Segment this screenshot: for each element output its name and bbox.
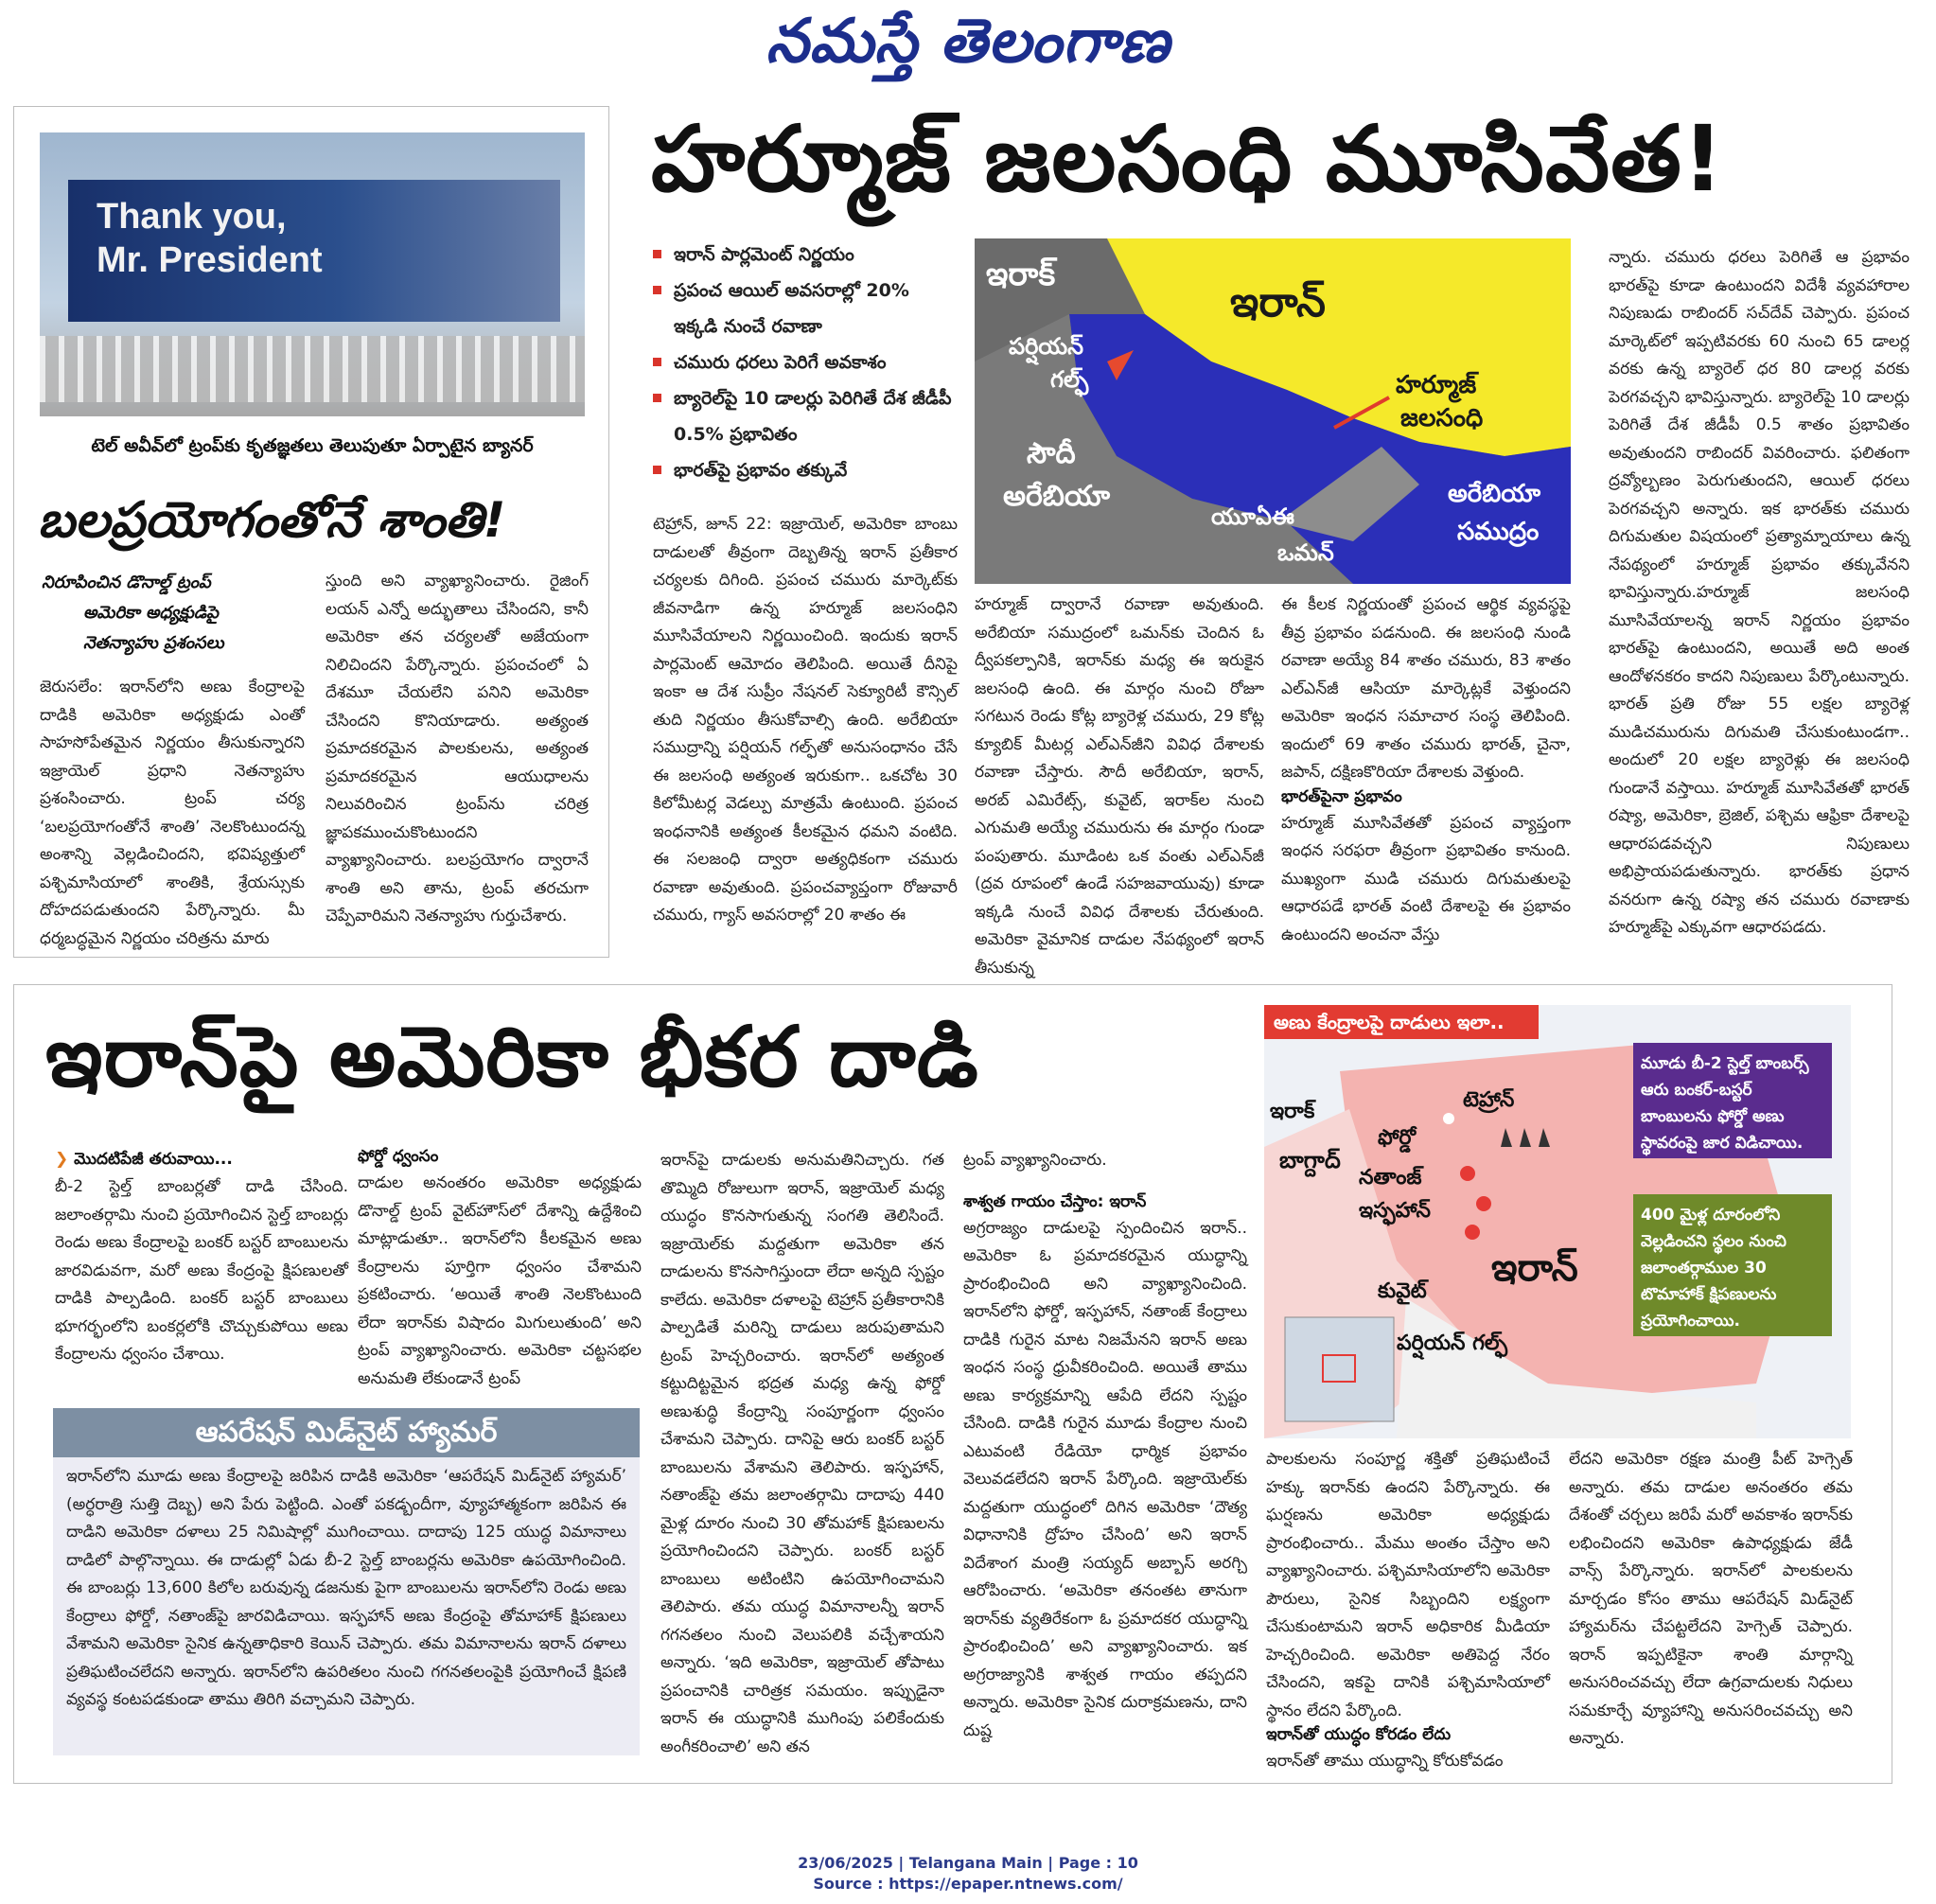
masthead: నమస్తే తెలంగాణ: [766, 6, 1170, 77]
tel-aviv-banner-photo: [40, 132, 585, 416]
story2-column-c: [1281, 591, 1571, 956]
label-persian-gulf-2: గల్ఫ్: [1050, 366, 1089, 393]
story2-column-a: టెహ్రాన్, జూన్ 22: ఇజ్రాయెల్, అమెరికా బాంబు దాడులతో తీవ్రంగా దెబ్బతిన్న ఇరాన్ ప్రతీకార చర్యలకు దిగింది. ప్రపంచ చమురు మార్కెట్‌కు జీవనాడిగా ఉన్న హర్మూజ్ జలసంధిని మూసివేయాలని నిర్ణయించింది. ఇందుకు ఇరాన్ పార్లమెంట్ ఆమోదం తెలిపింది. అయితే దీనిపై ఇంకా ఆ దేశ సుప్రీం నేషనల్ సెక్యూరిటీ కౌన్సిల్ తుది నిర్ణయం తీసుకోవాల్సి ఉంది. అరేబియా సముద్రాన్ని పర్షియన్ గల్ఫ్‌తో అనుసంధానం చేసే ఈ జలసంధి అత్యంత ఇరుకుగా.. ఒకచోట 30 కిలోమీటర్ల వెడల్పు మాత్రమే ఉంటుంది. ప్రపంచ ఇంధనానికి అత్యంత కీలకమైన ధమని వంటిది. ఈ సలజంధి ద్వారా అత్యధికంగా చమురు రవాణా అవుతుంది. ప్రపంచవ్యాప్తంగా రోజువారీ చమురు, గ్యాస్ అవసరాల్లో 20 శాతం ఈ: [653, 515, 958, 925]
attack-label-tehran: టెహ్రాన్: [1463, 1088, 1515, 1112]
attack-label-persian-gulf: పర్షియన్ గల్ఫ్: [1397, 1331, 1507, 1355]
label-arabian-sea-2: సముద్రం: [1457, 518, 1540, 546]
operation-midnight-hammer-box: [53, 1457, 640, 1755]
label-uae: యూఏఈ: [1211, 503, 1294, 530]
attack-info-box-1: మూడు బీ-2 స్టెల్త్ బాంబర్స్ ఆరు బంకర్-బస్టర్ బాంబులను ఫోర్డో అణు స్థావరంపై జార విడిచాయి.: [1633, 1043, 1832, 1158]
attack-label-fordow: ఫోర్డో: [1378, 1126, 1417, 1150]
fordow-destroyed-head: ఫోర్డో ధ్వంసం: [358, 1147, 439, 1166]
footer-source-link[interactable]: Source : https://epaper.ntnews.com/: [813, 1875, 1123, 1893]
label-saudi-1: సౌదీ: [1027, 437, 1076, 470]
railing: [40, 336, 585, 402]
attack-label-isfahan: ఇస్ఫహాన్: [1359, 1199, 1431, 1223]
story3-column5-text1: పాలకులను సంపూర్ణ శక్తితో ప్రతిఘటించే హక్కు ఇరాన్‌కు ఉందని పేర్కొన్నారు. ఈ ఘర్షణను అమెరికా అధ్యక్షుడు ప్రారంభించారు.. మేము అంతం చేస్తాం అని వ్యాఖ్యానించారు. పశ్చిమాసియాలోని అమెరికా పౌరులు, సైనిక సిబ్బందిని లక్ష్యంగా చేసుకుంటామని ఇరాన్ అధికారిక మీడియా హెచ్చరించింది. అమెరికా అతిపెద్ద నేరం చేసిందని, ఇకపై దానికి పశ్చిమాసియాలో స్థానం లేదని పేర్కొంది.: [1266, 1450, 1550, 1720]
story2-highlights: [653, 237, 956, 502]
story3-column4-text2: అగ్రరాజ్యం దాడులపై స్పందించిన ఇరాన్.. అమెరికా ఓ ప్రమాదకరమైన యుద్ధాన్ని ప్రారంభించింది అని వ్యాఖ్యానించింది. ఇరాన్‌లోని ఫోర్డో, ఇస్ఫహాన్, నతాంజ్ కేంద్రాలు దాడికి గురైన మాట నిజమేనని ఇరాన్ అణు ఇంధన సంస్థ ధ్రువీకరించింది. అయితే తాము అణు కార్యక్రమాన్ని ఆపేది లేదని స్పష్టం చేసింది. దాడికి గురైన మూడు కేంద్రాల నుంచి ఎటువంటి రేడియో ధార్మిక ప్రభావం వెలువడలేదని ఇరాన్ పేర్కొంది. ఇజ్రాయెల్‌కు మద్దతుగా యుద్ధంలో దిగిన అమెరికా ‘దౌత్య విధానానికి ద్రోహం చేసింది’ అని ఇరాన్ విదేశాంగ మంత్రి సయ్యద్ అబ్బాస్ అరగ్చి ఆరోపించారు. ‘అమెరికా తనంతట తానుగా ఇరాన్‌కు వ్యతిరేకంగా ఓ ప్రమాదకర యుద్ధాన్ని ప్రారంభించింది’ అని వ్యాఖ్యానించారు. ఇక అగ్రరాజ్యానికి శాశ్వత గాయం తప్పదని అన్నారు. అమెరికా సైనిక దురాక్రమణను, దాని దుష్ట: [963, 1218, 1247, 1740]
highlight-item: చమురు ధరలు పెరిగే అవకాశం: [653, 344, 956, 380]
attack-label-iraq: ఇరాక్: [1270, 1100, 1315, 1123]
label-saudi-2: అరేబియా: [1003, 480, 1111, 513]
continued-from-text: మొదటిపేజీ తరువాయి...: [74, 1150, 233, 1169]
story3-column5: [1266, 1446, 1550, 1771]
label-hormuz-2: జలసంధి: [1400, 404, 1484, 432]
subhead-line3: నెతన్యాహు ప్రశంసలు: [83, 633, 224, 653]
story3-column5-text2: ఇరాన్‌తో తాము యుద్ధాన్ని కోరుకోవడం: [1266, 1752, 1504, 1771]
story3-column2-text: దాడుల అనంతరం అమెరికా అధ్యక్షుడు డొనాల్డ్ ట్రంప్ వైట్‌హౌస్‌లో దేశాన్ని ఉద్దేశించి మాట్లాడుతూ.. ఇరాన్‌లోని కీలకమైన అణు కేంద్రాలను పూర్తిగా ధ్వంసం చేశామని ప్రకటించారు. ‘అయితే శాంతి నెలకొంటుంది లేదా ఇరాన్‌కు విషాదం మిగులుతుంది’ అని ట్రంప్ వ్యాఖ్యానించారు. అమెరికా చట్టసభల అనుమతి లేకుండానే ట్రంప్: [358, 1173, 642, 1388]
hormuz-map: [975, 238, 1571, 584]
story3-column1: బీ-2 స్టెల్త్ బాంబర్లతో దాడి చేసింది. జలాంతర్గామి నుంచి ప్రయోగించిన స్టెల్త్ బాంబర్లు రెండు అణు కేంద్రాలపై బంకర్ బస్టర్ బాంబులను జారవిడువగా, మరో అణు కేంద్రంపై క్షిపణులతో దాడికి పాల్పడింది. బంకర్ బస్టర్ బాంబులు భూగర్భంలోని బంకర్లలోకి చొచ్చుకుపోయి అణు కేంద్రాలను ధ్వంసం చేశాయి.: [55, 1177, 348, 1364]
highlight-item: ఇరాన్ పార్లమెంట్ నిర్ణయం: [653, 237, 956, 273]
attack-label-iran: ఇరాన్: [1491, 1246, 1578, 1290]
story1-subhead: [42, 568, 316, 662]
billboard: [68, 180, 560, 322]
story3-column4-text1: ట్రంప్ వ్యాఖ్యానించారు.: [963, 1151, 1107, 1170]
subhead-line2: అమెరికా అధ్యక్షుడిపై: [83, 603, 219, 623]
highlight-item: ప్రపంచ ఆయిల్ అవసరాల్లో 20% ఇక్కడి నుంచే రవాణా: [653, 273, 956, 344]
story2-column-b: హర్మూజ్ ద్వారానే రవాణా అవుతుంది. అరేబియా సముద్రంలో ఒమన్‌కు చెందిన ఓ ద్వీపకల్పానికి, ఇరాన్‌కు మధ్య ఈ ఇరుకైన జలసంధి ఉంది. ఈ మార్గం నుంచి రోజూ సగటున రెండు కోట్ల బ్యారెళ్ల చమురు, 29 కోట్ల క్యూబిక్ మీటర్ల ఎల్ఎన్‌జీని వివిధ దేశాలకు రవాణా చేస్తారు. సౌదీ అరేబియా, ఇరాన్, అరబ్ ఎమిరేట్స్, కువైట్, ఇరాక్‌ల నుంచి ఎగుమతి అయ్యే చమురును ఈ మార్గం గుండా పంపుతారు. మూడింట ఒక వంతు ఎల్ఎన్‌జీ (ద్రవ రూపంలో ఉండే సహజవాయువు) కూడా ఇక్కడి నుంచే వివిధ దేశాలకు చేరుతుంది. అమెరికా వైమానిక దాడుల నేపథ్యంలో ఇరాన్ తీసుకున్న: [975, 595, 1264, 978]
story3-column4: [963, 1147, 1247, 1762]
iran-response-head: శాశ్వత గాయం చేస్తాం: ఇరాన్: [963, 1191, 1147, 1211]
no-war-head: ఇరాన్‌తో యుద్ధం కోరడం లేదు: [1266, 1725, 1452, 1744]
label-persian-gulf-1: పర్షియన్: [1009, 333, 1084, 360]
story1-column2: స్తుంది అని వ్యాఖ్యానించారు. రైజింగ్ లయన్ ఎన్నో అద్భుతాలు చేసిందని, కానీ అమెరికా తన చర్యలతో అజేయంగా నిలిచిందని పేర్కొన్నారు. ప్రపంచంలో ఏ దేశమూ చేయలేని పనిని అమెరికా చేసిందని కొనియాడారు. అత్యంత ప్రమాదకరమైన పాలకులను, అత్యంత ప్రమాదకరమైన ఆయుధాలను నిలువరించిన ట్రంప్‌ను చరిత్ర జ్ఞాపకముంచుకొంటుందని వ్యాఖ్యానించారు. బలప్రయోగం ద్వారానే శాంతి అని తాను, ట్రంప్ తరచుగా చెప్పేవారిమని నెతన్యాహు గుర్తుచేశారు.: [326, 572, 589, 926]
attack-label-natanz: నతాంజ్: [1359, 1166, 1422, 1190]
operation-midnight-hammer-text: ఇరాన్‌లోని మూడు అణు కేంద్రాలపై జరిపిన దాడికి అమెరికా ‘ఆపరేషన్ మిడ్‌నైట్ హ్యామర్’ (అర్ధరాత్రి సుత్తి దెబ్బ) అని పేరు పెట్టింది. ఎంతో పకడ్బందీగా, వ్యూహాత్మకంగా జరిపిన ఈ దాడిని అమెరికా దళాలు 25 నిమిషాల్లో ముగించాయి. దాదాపు 125 యుద్ధ విమానాలు దాడిలో పాల్గొన్నాయి. ఈ దాడుల్లో ఏడు బీ-2 స్టెల్త్ బాంబర్లను అమెరికా ఉపయోగించింది. ఈ బాంబర్లు 13,600 కిలోల బరువున్న డజనుకు పైగా బాంబులను ఇరాన్‌లోని రెండు అణు కేంద్రాలు ఫోర్డో, నతాంజ్‌పై జారవిడిచాయి. ఇస్ఫహాన్ అణు కేంద్రంపై తోమాహాక్ క్షిపణులు వేశామని అమెరికా సైనిక ఉన్నతాధికారి కెయిన్ చెప్పారు. తమ విమానాలను ఇరాన్ దళాలు ప్రతిఘటించలేదని అన్నారు. ఇరాన్‌లోని ఉపరితలం నుంచి గగనతలంపైకి ప్రయోగించే క్షిపణి వ్యవస్థ కంటపడకుండా తాము తిరిగి వచ్చామని చెప్పారు.: [66, 1467, 626, 1709]
story3-column2: [358, 1147, 642, 1393]
footer-date-line: 23/06/2025 | Telangana Main | Page : 10: [798, 1854, 1138, 1872]
label-arabian-sea-1: అరేబియా: [1448, 480, 1541, 508]
story3-column3: ఇరాన్‌పై దాడులకు అనుమతినిచ్చారు. గత తొమ్మిది రోజులుగా ఇరాన్, ఇజ్రాయెల్ మధ్య యుద్ధం కొనసాగుతున్న సంగతి తెలిసిందే. ఇజ్రాయెల్‌కు మద్దతుగా అమెరికా తన దాడులను కొనసాగిస్తుందా లేదా అన్నది స్పష్టం కాలేదు. అమెరికా దళాలపై టెహ్రాన్ ప్రతీకారానికి పాల్పడితే మరిన్ని దాడులు జరుపుతామని ట్రంప్ హెచ్చరించారు. ఇరాన్‌లో అత్యంత కట్టుదిట్టమైన భద్రత మధ్య ఉన్న ఫోర్డో అణుశుద్ధి కేంద్రాన్ని సంపూర్ణంగా ధ్వంసం చేశామని చెప్పారు. దానిపై ఆరు బంకర్ బస్టర్ బాంబులను వేశామని తెలిపారు. ఇస్ఫహాన్, నతాంజ్‌పై తమ జలాంతర్గామి దాదాపు 440 మైళ్ల దూరం నుంచి 30 తోమహాక్ క్షిపణులను ప్రయోగించిందని చెప్పారు. బంకర్ బస్టర్ బాంబులు అటింటిని ఉపయోగించామని తెలిపారు. తమ యుద్ధ విమానాలన్నీ ఇరాన్ గగనతలం నుంచి వెలుపలికి వచ్చేశాయని అన్నారు. ‘ఇది అమెరికా, ఇజ్రాయెల్ తోపాటు ప్రపంచానికి చారిత్రక సమయం. ఇప్పుడైనా ఇరాన్ ఈ యుద్ధానికి ముగింపు పలికేందుకు అంగీకరించాలి’ అని తన: [660, 1151, 944, 1756]
india-impact-head: భారత్‌పైనా ప్రభావం: [1281, 786, 1402, 806]
continue-arrow-icon: ❯: [55, 1150, 75, 1169]
continued-from: [55, 1150, 339, 1176]
billboard-line2: Mr. President: [97, 240, 323, 280]
story2-column-d: న్నారు. చమురు ధరలు పెరిగితే ఆ ప్రభావం భారత్‌పై కూడా ఉంటుందని విదేశీ వ్యవహారాల నిపుణుడు రాబిందర్ సచ్‌దేవ్ చెప్పారు. ప్రపంచ మార్కెట్‌లో ఇప్పటివరకు 60 నుంచి 65 డాలర్ల వరకు ఉన్న బ్యారెల్ ధర 80 డాలర్ల వరకు పెరగవచ్చని భావిస్తున్నారు. బ్యారెల్‌పై 10 డాలర్లు పెరిగితే దేశ జీడీపీ 0.5 శాతం ప్రభావితం అవుతుందని రాబిందర్ వివరించారు. ఫలితంగా ద్రవ్యోల్బణం పెరుగుతుందని, ఆయిల్ ధరలు పెరగవచ్చని అన్నారు. ఇక భారత్‌కు చమురు దిగుమతుల విషయంలో ప్రత్యామ్నాయాలు ఉన్న నేపథ్యంలో హర్మూజ్ ప్రభావం తక్కువేనని భావిస్తున్నారు.హర్మూజ్ జలసంధి మూసివేయాలన్న ఇరాన్ నిర్ణయం ప్రభావం భారత్‌పై ఉంటుందని, అయితే అది అంత ఆందోళనకరం కాదని నిపుణులు పేర్కొంటున్నారు. భారత్ ప్రతి రోజు 55 లక్షల బ్యారెళ్ల ముడిచమురును దిగుమతి చేసుకుంటుండగా.. అందులో 20 లక్షల బ్యారెళ్లు ఈ జలసంధి గుండానే వస్తాయి. హర్మూజ్ మూసివేతతో భారత్ రష్యా, అమెరికా, బ్రెజిల్, పశ్చిమ ఆఫ్రికా దేశాలపై ఆధారపడవచ్చని నిపుణులు అభిప్రాయపడుతున్నారు. భారత్‌కు ప్రధాన వనరుగా ఉన్న రష్యా తన చమురు రవాణాకు హర్మూజ్‌పై ఎక్కువగా ఆధారపడదు.: [1609, 248, 1910, 937]
operation-midnight-hammer-head: ఆపరేషన్ మిడ్‌నైట్ హ్యామర్: [53, 1408, 640, 1457]
nuclear-attack-map: [1264, 1005, 1851, 1438]
label-hormuz-1: హర్మూజ్: [1396, 371, 1477, 399]
page-footer: [0, 1853, 1936, 1898]
story2-column-c-text2: హర్మూజ్ మూసివేతతో ప్రపంచ వ్యాప్తంగా ఇంధన సరఫరా తీవ్రంగా ప్రభావితం కానుంది. ముఖ్యంగా ముడి చమురు దిగుమతులపై ఆధారపడే భారత్ వంటి దేశాలపై ఈ ప్రభావం ఉంటుందని అంచనా వేస్తు: [1281, 813, 1571, 944]
story3-headline: ఇరాన్‌పై అమెరికా భీకర దాడి: [45, 1008, 979, 1105]
attack-label-kuwait: కువైట్: [1378, 1279, 1427, 1303]
photo-caption: టెల్ అవీవ్‌లో ట్రంప్‌కు కృతజ్ఞతలు తెలుపుతూ ఏర్పాటైన బ్యానర్: [91, 435, 534, 456]
attack-label-baghdad: బాగ్దాద్: [1279, 1147, 1341, 1173]
highlight-item: బ్యారెల్‌పై 10 డాలర్లు పెరిగితే దేశ జీడీపీ 0.5% ప్రభావితం: [653, 380, 956, 452]
label-iraq: ఇరాక్: [986, 256, 1056, 293]
story3-column6: లేదని అమెరికా రక్షణ మంత్రి పీట్ హెగ్సెత్ అన్నారు. తమ దాడుల అనంతరం తమ దేశంతో చర్చలు జరిపే మరో అవకాశం ఇరాన్‌కు లభించిందని అమెరికా ఉపాధ్యక్షుడు జేడీ వాన్స్ పేర్కొన్నారు. ఇరాన్‌లో పాలకులను మార్చడం కోసం తాము ఆపరేషన్ మిడ్‌నైట్ హ్యామర్‌ను చేపట్టలేదని హెగ్సెత్ చెప్పారు. ఇరాన్ ఇప్పటికైనా శాంతి మార్గాన్ని అనుసరించవచ్చు లేదా ఉగ్రవాదులకు నిధులు సమకూర్చే వ్యూహాన్ని అనుసరించవచ్చు అని అన్నారు.: [1569, 1450, 1853, 1748]
attack-map-title: అణు కేంద్రాలపై దాడులు ఇలా..: [1264, 1005, 1539, 1039]
story1-column1: జెరుసలేం: ఇరాన్‌లోని అణు కేంద్రాలపై దాడికి అమెరికా అధ్యక్షుడు ఎంతో సాహసోపేతమైన నిర్ణయం తీసుకున్నారని ఇజ్రాయెల్ ప్రధాని నెతన్యాహు ప్రశంసించారు. ట్రంప్ చర్య ‘బలప్రయోగంతోనే శాంతి’ నెలకొంటుందన్న అంశాన్ని వెల్లడించిందని, భవిష్యత్తులో పశ్చిమాసియాలో శాంతికి, శ్రేయస్సుకు దోహదపడుతుందని పేర్కొన్నారు. మీ ధర్మబద్ధమైన నిర్ణయం చరిత్రను మారు: [40, 678, 305, 948]
subhead-line1: నిరూపించిన డొనాల్డ్ ట్రంప్: [42, 573, 211, 592]
billboard-line1: Thank you,: [97, 197, 287, 237]
attack-info-box-2: 400 మైళ్ల దూరంలోని వెల్లడించని స్థలం నుంచి జలాంతర్గాముల 30 టొమాహాక్ క్షిపణులను ప్రయోగించాయి.: [1633, 1194, 1832, 1336]
label-iran: ఇరాన్: [1230, 278, 1326, 326]
story2-column-c-text1: ఈ కీలక నిర్ణయంతో ప్రపంచ ఆర్థిక వ్యవస్థపై తీవ్ర ప్రభావం పడనుంది. ఈ జలసంధి నుండి రవాణా అయ్యే 84 శాతం చమురు, 83 శాతం ఎల్ఎన్‌జీ ఆసియా మార్కెట్లకే వెళ్తుందని అమెరికా ఇంధన సమాచార సంస్థ తెలిపింది. ఇందులో 69 శాతం చమురు భారత్, చైనా, జపాన్, దక్షిణకొరియా దేశాలకు వెళ్తుంది.: [1281, 595, 1571, 782]
label-oman: ఒమన్: [1277, 539, 1334, 566]
highlight-item: భారత్‌పై ప్రభావం తక్కువే: [653, 452, 956, 488]
story2-headline: హర్మూజ్ జలసంధి మూసివేత!: [651, 106, 1725, 212]
story1-headline: బలప్రయోగంతోనే శాంతి!: [38, 492, 506, 549]
